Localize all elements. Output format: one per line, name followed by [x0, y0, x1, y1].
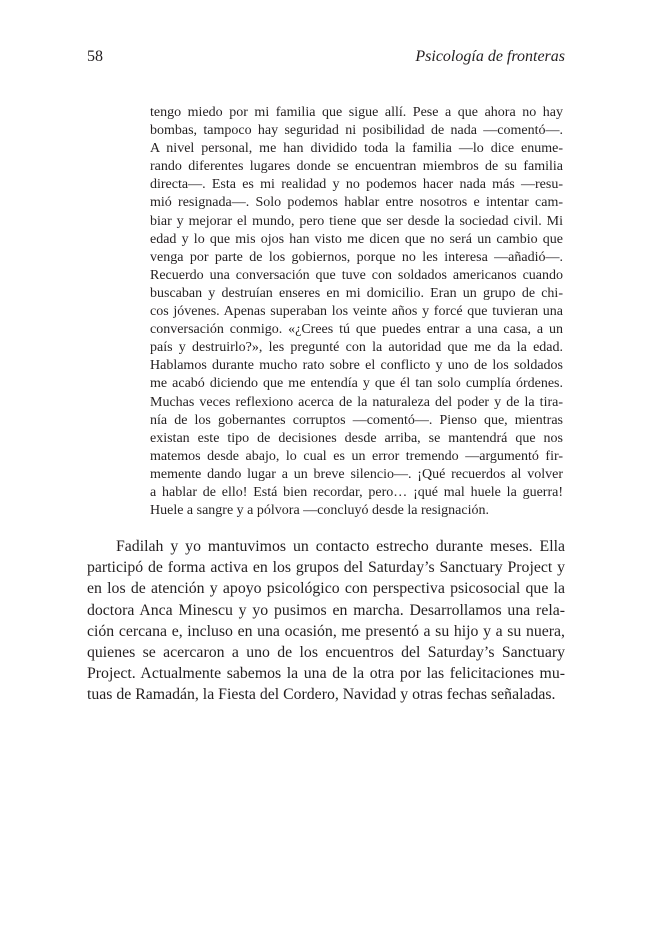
quote-line: Recuerdo una conversación que tuve con soldados americanos cuando: [150, 267, 563, 283]
body-line: tuas de Ramadán, la Fiesta del Cordero, Navidad y otras fechas señaladas.: [87, 686, 556, 704]
page-header: [87, 48, 565, 72]
body-line: ción cercana e, incluso en una ocasión, me presentó a su hijo y a su nuera,: [87, 622, 565, 640]
quote-line: Hablamos durante mucho rato sobre el conflicto y uno de los soldados: [150, 358, 563, 374]
quote-line: país y destruirlo?», les pregunté con la autoridad que me da la edad.: [150, 340, 563, 356]
quote-line: venga por parte de los gobiernos, porque no les interesa —añadió—.: [150, 249, 563, 265]
quote-line: A nivel personal, me han dividido toda la familia —lo dice enume-: [150, 141, 563, 157]
quote-line: Muchas veces reflexiono acerca de la naturaleza del poder y de la tira-: [150, 394, 563, 410]
quote-line: cos jóvenes. Apenas superaban los veinte años y forcé que tuvieran una: [150, 304, 563, 320]
body-line: participó de forma activa en los grupos del Saturday’s Sanctuary Project y: [87, 559, 565, 577]
quote-line: mió resignada—. Solo podemos hablar entre nosotros e intentar cam-: [150, 195, 563, 211]
page-number: 58: [87, 48, 103, 65]
quote-line: rando diferentes lugares donde se encuentran miembros de su familia: [150, 159, 563, 175]
block-quote: [150, 104, 563, 520]
body-line: Project. Actualmente sabemos la una de la otra por las felicitaciones mu-: [87, 665, 565, 683]
quote-line: matemos desde abajo, lo cual es un error tremendo —argumentó fir-: [150, 448, 563, 464]
body-line: doctora Anca Minescu y yo pusimos en marcha. Desarrollamos una rela-: [87, 601, 565, 619]
body-line: Fadilah y yo mantuvimos un contacto estrecho durante meses. Ella: [116, 538, 565, 555]
quote-line: memente dando lugar a un breve silencio—. ¡Qué recuerdos al volver: [150, 466, 563, 482]
body-line: quienes se acercaron a uno de los encuentros del Saturday’s Sanctuary: [87, 643, 565, 661]
quote-line: edad y lo que mis ojos han visto me dicen que no será un cambio que: [150, 231, 563, 247]
quote-line: bombas, tampoco hay seguridad ni posibilidad de nada —comentó—.: [150, 123, 563, 139]
quote-line: a hablar de ello! Está bien recordar, pero… ¡qué mal huele la guerra!: [150, 484, 563, 500]
body-paragraph: [87, 536, 565, 706]
quote-line: existan este tipo de decisiones desde arriba, se mantendrá que nos: [150, 430, 563, 446]
quote-line: tengo miedo por mi familia que sigue allí. Pese a que ahora no hay: [150, 105, 563, 120]
quote-line: directa—. Esta es mi realidad y no podemos hacer nada más —resu-: [150, 177, 563, 193]
quote-line: buscaban y destruían enseres en mi domicilio. Eran un grupo de chi-: [150, 285, 563, 301]
quote-line: biar y mejorar el mundo, pero tiene que ser desde la sociedad civil. Mi: [150, 213, 563, 229]
body-line: en los de atención y apoyo psicológico con perspectiva psicosocial que la: [87, 580, 565, 598]
quote-line: nía de los gobernantes corruptos —comentó—. Pienso que, mientras: [150, 412, 563, 428]
running-title: Psicología de fronteras: [415, 48, 565, 65]
quote-line: me acabó diciendo que me entendía y que él tan solo cumplía órdenes.: [150, 376, 563, 392]
quote-line: conversación conmigo. «¿Crees tú que puedes entrar a una casa, a un: [150, 322, 563, 338]
quote-line: Huele a sangre y a pólvora —concluyó desde la resignación.: [150, 503, 489, 519]
